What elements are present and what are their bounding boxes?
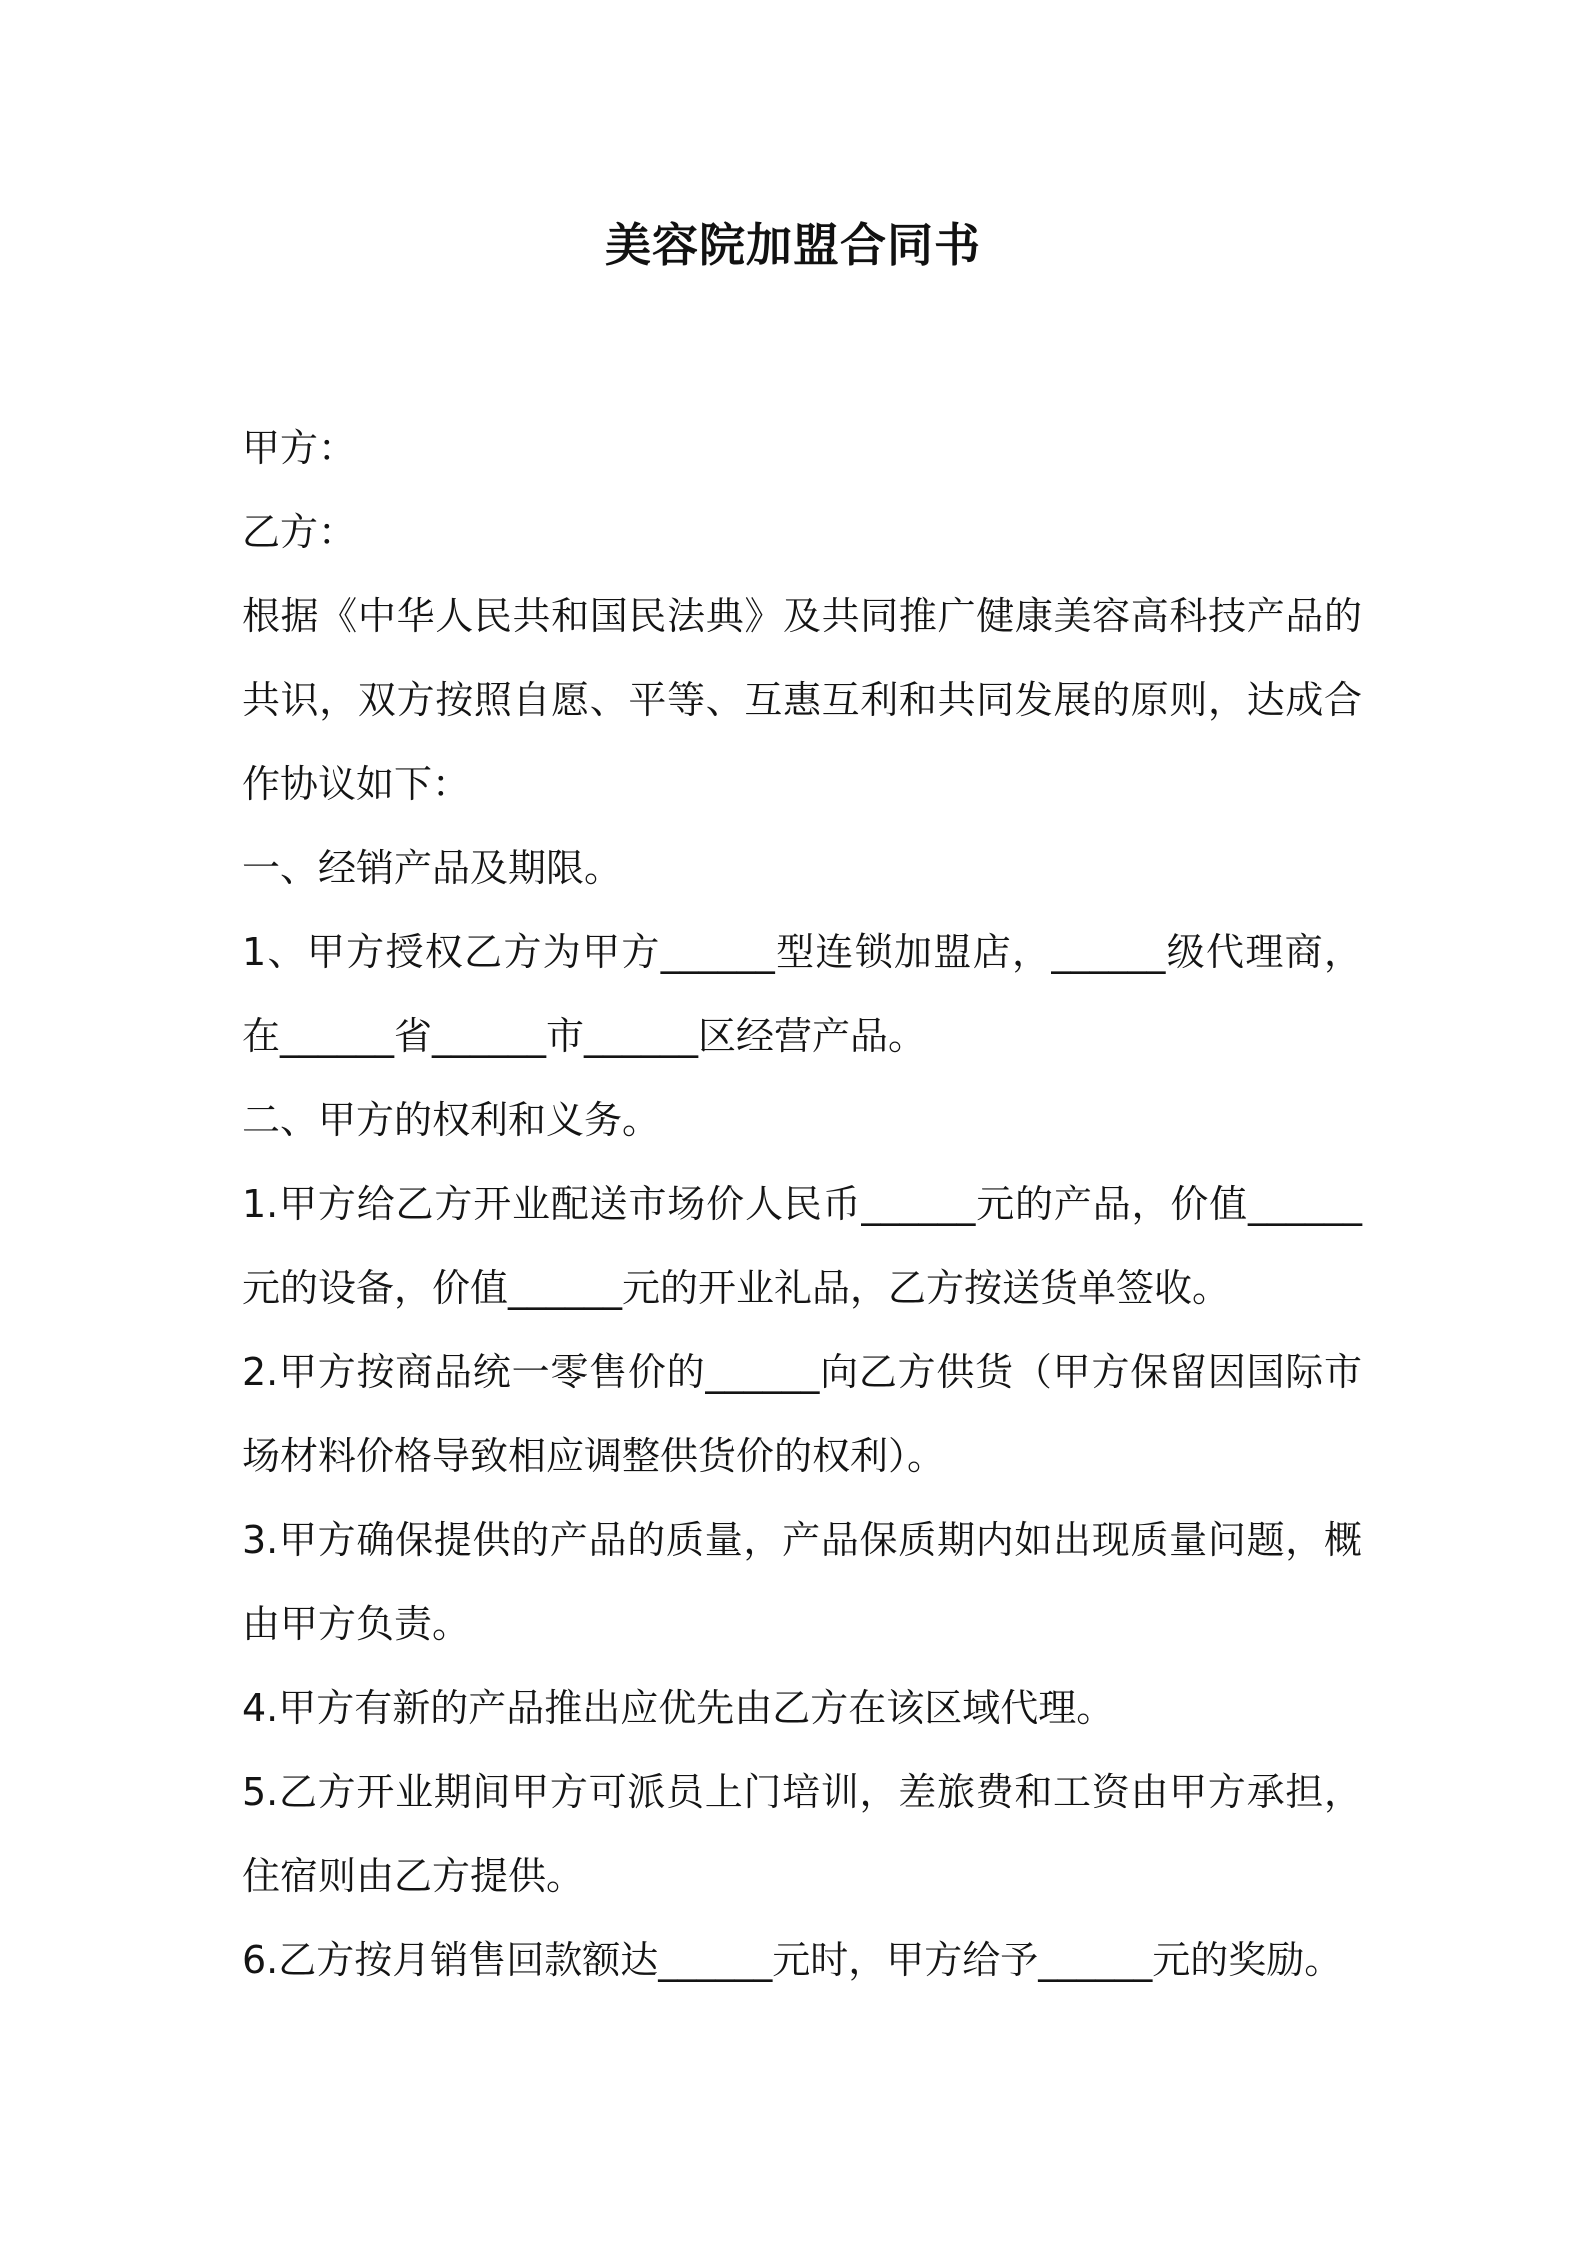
clause-2-3: 3.甲方确保提供的产品的质量，产品保质期内如出现质量问题，概由甲方负责。 — [242, 1518, 1362, 1646]
clause-2-5: 5.乙方开业期间甲方可派员上门培训，差旅费和工资由甲方承担，住宿则由乙方提供。 — [242, 1770, 1362, 1898]
section-heading-1: 一、经销产品及期限。 — [242, 846, 623, 890]
document-body — [242, 406, 1362, 2002]
party-a-line: 甲方： — [242, 426, 357, 470]
party-b-line: 乙方： — [242, 510, 357, 554]
clause-2-2: 2.甲方按商品统一零售价的______向乙方供货（甲方保留因国际市场材料价格导致相应调整供货价的权利）。 — [242, 1350, 1362, 1478]
document-title: 美容院加盟合同书 — [605, 218, 981, 272]
clause-1-1: 1、甲方授权乙方为甲方______型连锁加盟店，______级代理商，在______省______市______区经营产品。 — [242, 930, 1362, 1058]
clause-2-1: 1.甲方给乙方开业配送市场价人民币______元的产品，价值______元的设备，价值______元的开业礼品，乙方按送货单签收。 — [242, 1182, 1362, 1310]
section-heading-2: 二、甲方的权利和义务。 — [242, 1098, 661, 1142]
clause-2-6: 6.乙方按月销售回款额达______元时，甲方给予______元的奖励。 — [242, 1938, 1343, 1982]
clause-2-4: 4.甲方有新的产品推出应优先由乙方在该区域代理。 — [242, 1686, 1115, 1730]
preamble-paragraph: 根据《中华人民共和国民法典》及共同推广健康美容高科技产品的共识，双方按照自愿、平等、互惠互利和共同发展的原则，达成合作协议如下： — [242, 594, 1362, 806]
